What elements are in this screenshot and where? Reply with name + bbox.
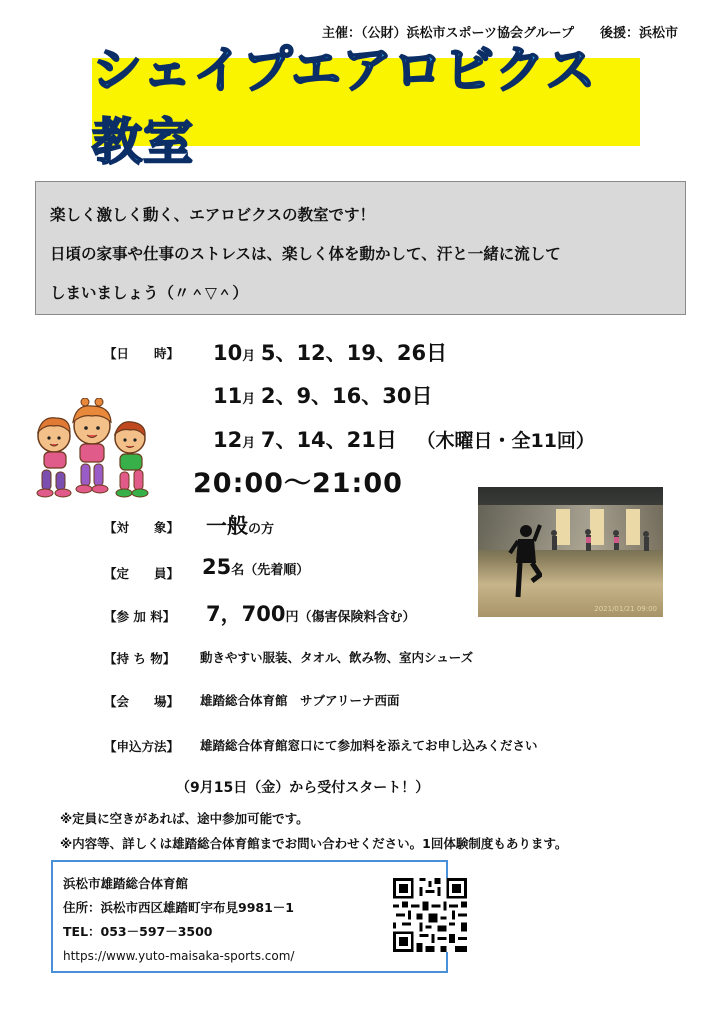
schedule-month-suffix: 月 <box>242 392 256 407</box>
venue-label: 【会 場】 <box>104 694 180 709</box>
capacity-main: 25 <box>202 555 232 579</box>
schedule-month-suffix: 月 <box>242 436 256 451</box>
items-label: 【持 ち 物】 <box>104 651 176 666</box>
venue-value: 雄踏総合体育館 サブアリーナ西面 <box>200 693 400 708</box>
gym-photo <box>478 487 663 617</box>
fee-main: 7，700 <box>206 602 286 626</box>
title-banner <box>92 41 640 171</box>
capacity-value <box>202 555 309 579</box>
schedule-note: （木曜日・全11回） <box>416 430 595 452</box>
schedule-days: 5、12、19、26日 <box>260 341 448 365</box>
target-main: 一般 <box>206 514 248 538</box>
contact-url[interactable]: https://www.yuto-maisaka-sports.com/ <box>63 949 295 963</box>
organizer-line: 主催：（公財）浜松市スポーツ協会グループ 後援：浜松市 <box>322 26 678 41</box>
intro-box <box>35 181 686 315</box>
capacity-label: 【定 員】 <box>104 566 180 581</box>
schedule-row-oct <box>213 337 447 367</box>
fee-value <box>206 598 415 628</box>
intro-line-2: 日頃の家事や仕事のストレスは、楽しく体を動かして、汗と一緒に流して <box>50 245 561 263</box>
qr-code-icon[interactable] <box>393 878 467 952</box>
mascot-illustration <box>30 398 155 500</box>
schedule-time: 20:00～21:00 <box>193 468 403 499</box>
target-value <box>206 510 274 540</box>
contact-box <box>51 860 448 973</box>
instructor-figure <box>508 523 542 601</box>
apply-start: （9月15日（金）から受付スタート！） <box>176 780 430 796</box>
schedule-days: 2、9、16、30日 <box>260 384 433 408</box>
schedule-row-nov <box>213 380 433 410</box>
schedule-label: 【日 時】 <box>104 346 180 361</box>
capacity-suffix: 名（先着順） <box>231 563 310 578</box>
note-1: ※定員に空きがあれば、途中参加可能です。 <box>60 811 309 826</box>
schedule-month: 10 <box>213 341 243 365</box>
fee-suffix: 円（傷害保険料含む） <box>285 610 416 625</box>
apply-value: 雄踏総合体育館窓口にて参加料を添えてお申し込みください <box>200 738 538 753</box>
intro-line-3: しまいましょう（〃＾▽＾） <box>50 284 248 302</box>
contact-tel: TEL：053－597－3500 <box>63 924 213 939</box>
target-suffix: の方 <box>248 522 275 537</box>
page-title: シェイプエアロビクス教室 <box>92 41 597 171</box>
note-2: ※内容等、詳しくは雄踏総合体育館までお問い合わせください。1回体験制度もあります。 <box>60 836 568 851</box>
intro-line-1: 楽しく激しく動く、エアロビクスの教室です！ <box>50 206 376 224</box>
schedule-month: 12 <box>213 428 243 452</box>
schedule-days: 7、14、21日 <box>260 428 397 452</box>
schedule-row-dec <box>213 424 595 454</box>
apply-label: 【申込方法】 <box>104 739 180 754</box>
participants <box>548 527 658 557</box>
fee-label: 【参 加 料】 <box>104 609 176 624</box>
contact-address: 住所：浜松市西区雄踏町宇布見9981－1 <box>63 900 294 915</box>
target-label: 【対 象】 <box>104 520 180 535</box>
photo-timestamp: 2021/01/21 09:00 <box>594 605 657 613</box>
schedule-month: 11 <box>213 384 243 408</box>
items-value: 動きやすい服装、タオル、飲み物、室内シューズ <box>200 650 474 665</box>
schedule-month-suffix: 月 <box>242 349 256 364</box>
contact-name: 浜松市雄踏総合体育館 <box>63 876 189 891</box>
